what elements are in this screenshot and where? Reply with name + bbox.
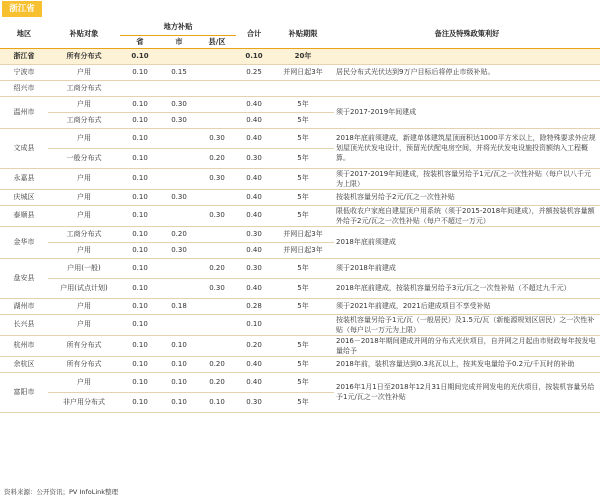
note-cell: 2018年底前须建成 [334, 226, 600, 258]
county-cell [198, 64, 236, 80]
region-cell: 文成县 [0, 128, 48, 168]
county-cell [198, 298, 236, 314]
city-cell [160, 314, 198, 335]
province-cell: 0.10 [120, 298, 160, 314]
target-cell: 户用 [48, 64, 120, 80]
header-total: 合计 [236, 19, 272, 48]
period-cell: 5年 [272, 258, 334, 278]
target-cell: 户用 [48, 242, 120, 258]
region-cell: 温州市 [0, 96, 48, 128]
target-cell: 户用 [48, 372, 120, 392]
table-row [0, 372, 600, 392]
county-cell: 0.20 [198, 372, 236, 392]
header-county: 县/区 [198, 35, 236, 48]
note-cell: 2018年底前建成，按装机容量另给予3元/瓦之一次性补贴（不超过九千元） [334, 278, 600, 298]
total-cell: 0.40 [236, 112, 272, 128]
city-cell: 0.10 [160, 392, 198, 412]
header-period: 补贴期限 [272, 19, 334, 48]
city-cell [160, 168, 198, 189]
total-cell: 0.40 [236, 96, 272, 112]
target-cell: 工商分布式 [48, 80, 120, 96]
region-cell: 庆城区 [0, 189, 48, 205]
total-cell: 0.10 [236, 48, 272, 64]
province-cell: 0.10 [120, 392, 160, 412]
target-cell: 非户用分布式 [48, 392, 120, 412]
note-cell: 2018年前，装机容量达到0.3兆瓦以上，按其发电量给予0.2元/千瓦时的补助 [334, 356, 600, 372]
total-cell: 0.40 [236, 168, 272, 189]
note-cell: 居民分布式光伏达到9万户目标后将停止市级补贴。 [334, 64, 600, 80]
note-cell [334, 48, 600, 64]
county-cell: 0.20 [198, 258, 236, 278]
table-row [0, 96, 600, 112]
city-cell: 0.30 [160, 96, 198, 112]
city-cell [160, 258, 198, 278]
city-cell: 0.10 [160, 372, 198, 392]
total-cell: 0.25 [236, 64, 272, 80]
province-cell: 0.10 [120, 189, 160, 205]
province-cell: 0.10 [120, 356, 160, 372]
note-cell: 2016－2018年期间建成并网的分布式光伏项目，自并网之月起由市财政每年按发电量给予 [334, 335, 600, 356]
target-cell: 一般分布式 [48, 148, 120, 168]
region-cell: 长兴县 [0, 314, 48, 335]
target-cell: 所有分布式 [48, 335, 120, 356]
city-cell: 0.30 [160, 189, 198, 205]
city-cell [160, 48, 198, 64]
period-cell: 5年 [272, 128, 334, 148]
region-cell: 杭州市 [0, 335, 48, 356]
period-cell: 5年 [272, 205, 334, 226]
county-cell: 0.30 [198, 205, 236, 226]
table-row [0, 48, 600, 64]
total-cell: 0.30 [236, 392, 272, 412]
region-cell: 永嘉县 [0, 168, 48, 189]
period-cell: 并网日起3年 [272, 226, 334, 242]
total-cell: 0.30 [236, 258, 272, 278]
header-region: 地区 [0, 19, 48, 48]
target-cell: 工商分布式 [48, 112, 120, 128]
county-cell [198, 226, 236, 242]
target-cell: 户用 [48, 189, 120, 205]
city-cell [160, 278, 198, 298]
region-cell: 宁波市 [0, 64, 48, 80]
note-cell: 2016年1月1日至2018年12月31日期间完成并网发电的光伏项目，按装机容量另给予1元/瓦之一次性补贴 [334, 372, 600, 412]
table-row [0, 298, 600, 314]
total-cell: 0.40 [236, 356, 272, 372]
region-cell: 湖州市 [0, 298, 48, 314]
period-cell [272, 80, 334, 96]
header-province: 省 [120, 35, 160, 48]
county-cell: 0.30 [198, 278, 236, 298]
county-cell: 0.20 [198, 148, 236, 168]
province-cell: 0.10 [120, 112, 160, 128]
region-cell: 余杭区 [0, 356, 48, 372]
period-cell: 5年 [272, 372, 334, 392]
period-cell [272, 314, 334, 335]
province-cell: 0.10 [120, 258, 160, 278]
county-cell [198, 335, 236, 356]
total-cell: 0.30 [236, 226, 272, 242]
period-cell: 并网日起3年 [272, 242, 334, 258]
city-cell: 0.10 [160, 335, 198, 356]
province-cell: 0.10 [120, 314, 160, 335]
table-row [0, 189, 600, 205]
county-cell [198, 189, 236, 205]
province-cell [120, 80, 160, 96]
period-cell: 5年 [272, 278, 334, 298]
table-row [0, 258, 600, 278]
note-cell: 2018年底前须建成，新建单体建筑屋顶面积达1000平方米以上，除特殊要求外应规划屋顶光伏发电设计，预留光伏配电房空间，并将光伏发电设施投资额纳入工程概算。 [334, 128, 600, 168]
target-cell: 户用 [48, 96, 120, 112]
table-row [0, 314, 600, 335]
table-row [0, 356, 600, 372]
total-cell: 0.30 [236, 148, 272, 168]
city-cell: 0.15 [160, 64, 198, 80]
province-cell: 0.10 [120, 372, 160, 392]
total-cell: 0.40 [236, 242, 272, 258]
county-cell [198, 112, 236, 128]
note-cell: 限低收农户家庭自建屋顶户用系统（须于2015-2018年间建成），并额按装机容量额外给予2元/瓦之一次性补贴（每户不超过一万元） [334, 205, 600, 226]
period-cell: 5年 [272, 298, 334, 314]
target-cell: 户用 [48, 298, 120, 314]
table-row [0, 64, 600, 80]
city-cell: 0.20 [160, 226, 198, 242]
province-cell: 0.10 [120, 64, 160, 80]
target-cell: 户用 [48, 314, 120, 335]
target-cell: 所有分布式 [48, 48, 120, 64]
city-cell: 0.30 [160, 242, 198, 258]
city-cell: 0.30 [160, 112, 198, 128]
city-cell [160, 205, 198, 226]
city-cell: 0.18 [160, 298, 198, 314]
period-cell: 5年 [272, 148, 334, 168]
city-cell [160, 80, 198, 96]
total-cell: 0.40 [236, 205, 272, 226]
province-cell: 0.10 [120, 48, 160, 64]
total-cell: 0.40 [236, 372, 272, 392]
total-cell: 0.40 [236, 189, 272, 205]
target-cell: 户用 [48, 168, 120, 189]
city-cell [160, 148, 198, 168]
period-cell: 5年 [272, 189, 334, 205]
city-cell: 0.10 [160, 356, 198, 372]
total-cell: 0.20 [236, 335, 272, 356]
province-cell: 0.10 [120, 148, 160, 168]
province-cell: 0.10 [120, 128, 160, 148]
note-cell: 须于2017-2019年间建成，按装机容量另给予1元/瓦之一次性补贴（每户以八千元为上限） [334, 168, 600, 189]
header-local-subsidy: 地方补贴 [120, 19, 236, 35]
county-cell: 0.30 [198, 128, 236, 148]
region-cell: 浙江省 [0, 48, 48, 64]
target-cell: 户用(试点计划) [48, 278, 120, 298]
total-cell [236, 80, 272, 96]
period-cell: 5年 [272, 392, 334, 412]
region-cell: 绍兴市 [0, 80, 48, 96]
period-cell: 5年 [272, 168, 334, 189]
county-cell [198, 242, 236, 258]
province-cell: 0.10 [120, 278, 160, 298]
note-cell [334, 80, 600, 96]
county-cell: 0.30 [198, 168, 236, 189]
total-cell: 0.10 [236, 314, 272, 335]
target-cell: 所有分布式 [48, 356, 120, 372]
table-row [0, 128, 600, 148]
province-tag: 浙江省 [2, 1, 42, 17]
period-cell: 5年 [272, 335, 334, 356]
source-note: 资料来源：公开资讯；PV InfoLink整理 [4, 488, 119, 496]
period-cell: 并网日起3年 [272, 64, 334, 80]
total-cell: 0.40 [236, 278, 272, 298]
county-cell [198, 48, 236, 64]
province-cell: 0.10 [120, 242, 160, 258]
region-cell: 金华市 [0, 226, 48, 258]
total-cell: 0.40 [236, 128, 272, 148]
table-row [0, 205, 600, 226]
note-cell: 须于2018年前建成 [334, 258, 600, 278]
table-row [0, 168, 600, 189]
target-cell: 户用 [48, 128, 120, 148]
province-cell: 0.10 [120, 96, 160, 112]
note-cell: 按装机容量另给予2元/瓦之一次性补贴 [334, 189, 600, 205]
region-cell: 盘安县 [0, 258, 48, 298]
county-cell: 0.20 [198, 356, 236, 372]
county-cell [198, 96, 236, 112]
province-cell: 0.10 [120, 168, 160, 189]
region-cell: 泰顺县 [0, 205, 48, 226]
county-cell: 0.10 [198, 392, 236, 412]
note-cell: 按装机容量另给予1元/瓦（一般居民）及1.5元/瓦（新能源规划区居民）之一次性补贴（每户以一万元为上限） [334, 314, 600, 335]
header-notes: 备注及特殊政策利好 [334, 19, 600, 48]
province-cell: 0.10 [120, 205, 160, 226]
target-cell: 户用(一般) [48, 258, 120, 278]
period-cell: 5年 [272, 96, 334, 112]
province-cell: 0.10 [120, 226, 160, 242]
period-cell: 5年 [272, 112, 334, 128]
target-cell: 工商分布式 [48, 226, 120, 242]
table-row [0, 80, 600, 96]
period-cell: 20年 [272, 48, 334, 64]
table-row [0, 278, 600, 298]
county-cell [198, 314, 236, 335]
subsidy-table [0, 19, 600, 413]
header-city: 市 [160, 35, 198, 48]
county-cell [198, 80, 236, 96]
region-cell: 富阳市 [0, 372, 48, 412]
city-cell [160, 128, 198, 148]
total-cell: 0.28 [236, 298, 272, 314]
period-cell: 5年 [272, 356, 334, 372]
target-cell: 户用 [48, 205, 120, 226]
table-row [0, 226, 600, 242]
table-row [0, 335, 600, 356]
province-cell: 0.10 [120, 335, 160, 356]
note-cell: 须于2017-2019年间建成 [334, 96, 600, 128]
note-cell: 须于2021年前建成，2021后建成项目不享受补贴 [334, 298, 600, 314]
header-target: 补贴对象 [48, 19, 120, 48]
